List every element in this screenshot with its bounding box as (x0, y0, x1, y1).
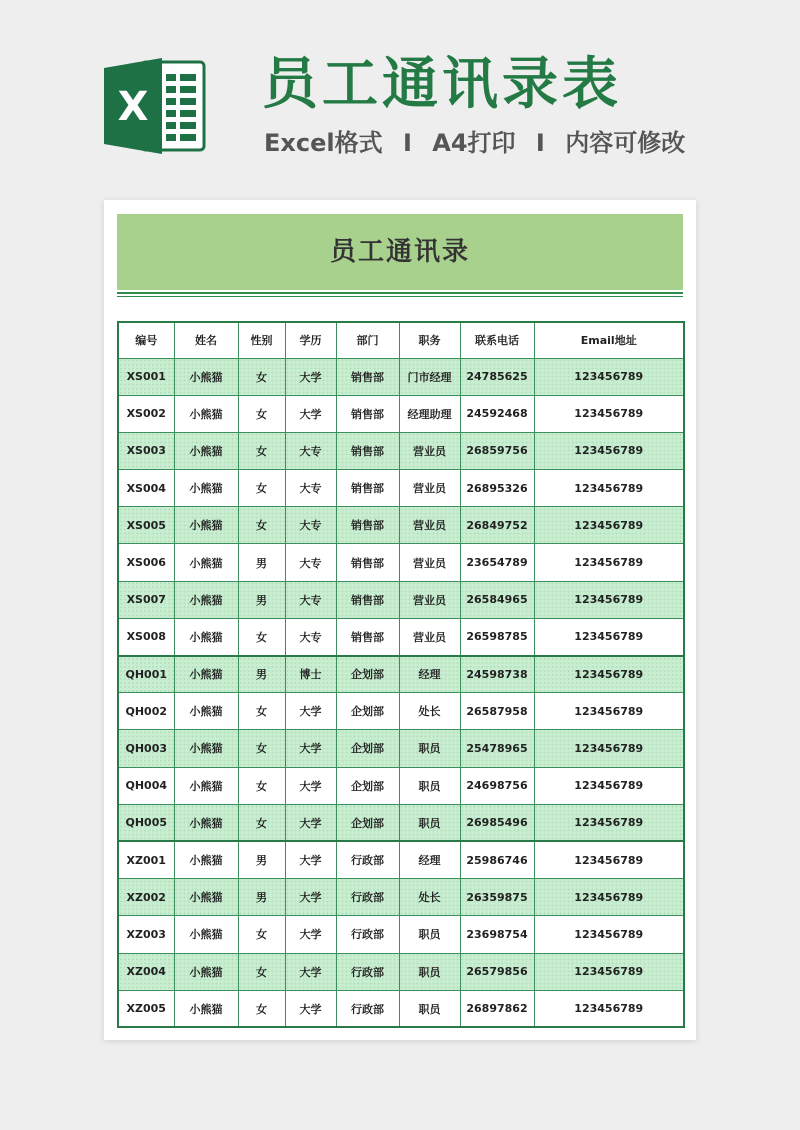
position-cell[interactable]: 职员 (399, 804, 460, 841)
employee-id-cell[interactable]: QH002 (118, 693, 174, 730)
position-cell[interactable]: 职员 (399, 730, 460, 767)
department-cell[interactable]: 企划部 (336, 693, 399, 730)
gender-cell[interactable]: 女 (238, 953, 285, 990)
gender-cell[interactable]: 男 (238, 656, 285, 693)
education-cell[interactable]: 大学 (285, 990, 336, 1027)
education-cell[interactable]: 大专 (285, 432, 336, 469)
column-header: 性别 (238, 322, 285, 358)
position-cell[interactable]: 经理 (399, 656, 460, 693)
education-cell[interactable]: 大专 (285, 618, 336, 655)
email-cell[interactable]: 123456789 (534, 767, 684, 804)
gender-cell[interactable]: 女 (238, 507, 285, 544)
phone-cell[interactable]: 26579856 (460, 953, 534, 990)
column-header: 姓名 (174, 322, 238, 358)
phone-cell[interactable]: 26584965 (460, 581, 534, 618)
gender-cell[interactable]: 女 (238, 618, 285, 655)
email-cell[interactable]: 123456789 (534, 618, 684, 655)
name-cell[interactable]: 小熊猫 (174, 990, 238, 1027)
name-cell[interactable]: 小熊猫 (174, 507, 238, 544)
table-row[interactable] (118, 693, 684, 730)
position-cell[interactable]: 职员 (399, 990, 460, 1027)
table-row[interactable] (118, 581, 684, 618)
phone-cell[interactable]: 26849752 (460, 507, 534, 544)
gender-cell[interactable]: 女 (238, 916, 285, 953)
employee-id-cell[interactable]: XS007 (118, 581, 174, 618)
column-header: 联系电话 (460, 322, 534, 358)
name-cell[interactable]: 小熊猫 (174, 693, 238, 730)
department-cell[interactable]: 行政部 (336, 841, 399, 878)
column-header: 学历 (285, 322, 336, 358)
employee-id-cell[interactable]: XZ001 (118, 841, 174, 878)
phone-cell[interactable]: 26598785 (460, 618, 534, 655)
name-cell[interactable]: 小熊猫 (174, 916, 238, 953)
department-cell[interactable]: 企划部 (336, 804, 399, 841)
position-cell[interactable]: 营业员 (399, 470, 460, 507)
employee-id-cell[interactable]: XS003 (118, 432, 174, 469)
employee-id-cell[interactable]: XS002 (118, 395, 174, 432)
table-header-row (118, 322, 684, 358)
phone-cell[interactable]: 24698756 (460, 767, 534, 804)
department-cell[interactable]: 销售部 (336, 581, 399, 618)
education-cell[interactable]: 大学 (285, 730, 336, 767)
email-cell[interactable]: 123456789 (534, 470, 684, 507)
column-header: 职务 (399, 322, 460, 358)
name-cell[interactable]: 小熊猫 (174, 953, 238, 990)
table-row[interactable] (118, 730, 684, 767)
education-cell[interactable]: 大学 (285, 804, 336, 841)
employee-id-cell[interactable]: QH004 (118, 767, 174, 804)
banner-divider (117, 292, 683, 294)
employee-id-cell[interactable]: QH005 (118, 804, 174, 841)
gender-cell[interactable]: 女 (238, 730, 285, 767)
table-row[interactable] (118, 507, 684, 544)
table-row[interactable] (118, 656, 684, 693)
email-cell[interactable]: 123456789 (534, 693, 684, 730)
phone-cell[interactable]: 23698754 (460, 916, 534, 953)
education-cell[interactable]: 大学 (285, 841, 336, 878)
phone-cell[interactable]: 24592468 (460, 395, 534, 432)
education-cell[interactable]: 大学 (285, 693, 336, 730)
table-title: 员工通讯录 (329, 237, 470, 267)
education-cell[interactable]: 大学 (285, 767, 336, 804)
department-cell[interactable]: 销售部 (336, 395, 399, 432)
name-cell[interactable]: 小熊猫 (174, 470, 238, 507)
position-cell[interactable]: 处长 (399, 693, 460, 730)
excel-logo-letter: X (117, 84, 149, 130)
department-cell[interactable]: 销售部 (336, 470, 399, 507)
position-cell[interactable]: 营业员 (399, 618, 460, 655)
gender-cell[interactable]: 女 (238, 767, 285, 804)
subtitle-separator: I (535, 129, 545, 157)
subtitle-print: A4打印 (432, 129, 516, 157)
column-header: 部门 (336, 322, 399, 358)
gender-cell[interactable]: 女 (238, 395, 285, 432)
excel-icon (104, 58, 206, 154)
gender-cell[interactable]: 男 (238, 879, 285, 916)
email-cell[interactable]: 123456789 (534, 507, 684, 544)
employee-id-cell[interactable]: XS005 (118, 507, 174, 544)
phone-cell[interactable]: 25478965 (460, 730, 534, 767)
employee-id-cell[interactable]: XS001 (118, 358, 174, 395)
education-cell[interactable]: 大学 (285, 916, 336, 953)
department-cell[interactable]: 销售部 (336, 358, 399, 395)
employee-id-cell[interactable]: XZ005 (118, 990, 174, 1027)
position-cell[interactable]: 营业员 (399, 544, 460, 581)
department-cell[interactable]: 销售部 (336, 618, 399, 655)
employee-id-cell[interactable]: XZ004 (118, 953, 174, 990)
department-cell[interactable]: 销售部 (336, 544, 399, 581)
name-cell[interactable]: 小熊猫 (174, 358, 238, 395)
employee-id-cell[interactable]: XS008 (118, 618, 174, 655)
gender-cell[interactable]: 男 (238, 581, 285, 618)
name-cell[interactable]: 小熊猫 (174, 395, 238, 432)
phone-cell[interactable]: 26859756 (460, 432, 534, 469)
position-cell[interactable]: 职员 (399, 953, 460, 990)
employee-id-cell[interactable]: QH001 (118, 656, 174, 693)
table-row[interactable] (118, 432, 684, 469)
table-row[interactable] (118, 470, 684, 507)
employee-table (117, 321, 685, 1028)
table-row[interactable] (118, 916, 684, 953)
phone-cell[interactable]: 26985496 (460, 804, 534, 841)
department-cell[interactable]: 行政部 (336, 953, 399, 990)
position-cell[interactable]: 经理助理 (399, 395, 460, 432)
name-cell[interactable]: 小熊猫 (174, 432, 238, 469)
name-cell[interactable]: 小熊猫 (174, 730, 238, 767)
education-cell[interactable]: 博士 (285, 656, 336, 693)
table-banner (117, 214, 683, 290)
gender-cell[interactable]: 女 (238, 990, 285, 1027)
gender-cell[interactable]: 女 (238, 470, 285, 507)
email-cell[interactable]: 123456789 (534, 358, 684, 395)
table-row[interactable] (118, 618, 684, 655)
phone-cell[interactable]: 23654789 (460, 544, 534, 581)
table-row[interactable] (118, 395, 684, 432)
position-cell[interactable]: 营业员 (399, 507, 460, 544)
column-header: 编号 (118, 322, 174, 358)
education-cell[interactable]: 大专 (285, 470, 336, 507)
phone-cell[interactable]: 26587958 (460, 693, 534, 730)
position-cell[interactable]: 处长 (399, 879, 460, 916)
email-cell[interactable]: 123456789 (534, 916, 684, 953)
position-cell[interactable]: 门市经理 (399, 358, 460, 395)
department-cell[interactable]: 行政部 (336, 879, 399, 916)
name-cell[interactable]: 小熊猫 (174, 618, 238, 655)
education-cell[interactable]: 大专 (285, 544, 336, 581)
department-cell[interactable]: 行政部 (336, 916, 399, 953)
gender-cell[interactable]: 女 (238, 358, 285, 395)
employee-id-cell[interactable]: XS006 (118, 544, 174, 581)
employee-id-cell[interactable]: XS004 (118, 470, 174, 507)
subtitle-separator: I (402, 129, 412, 157)
email-cell[interactable]: 123456789 (534, 990, 684, 1027)
spreadsheet-page (104, 200, 696, 1040)
position-cell[interactable]: 营业员 (399, 432, 460, 469)
gender-cell[interactable]: 女 (238, 432, 285, 469)
name-cell[interactable]: 小熊猫 (174, 656, 238, 693)
subtitle-editable: 内容可修改 (565, 129, 686, 157)
table-row[interactable] (118, 358, 684, 395)
phone-cell[interactable]: 26895326 (460, 470, 534, 507)
email-cell[interactable]: 123456789 (534, 544, 684, 581)
email-cell[interactable]: 123456789 (534, 730, 684, 767)
table-row[interactable] (118, 990, 684, 1027)
education-cell[interactable]: 大学 (285, 953, 336, 990)
employee-id-cell[interactable]: XZ003 (118, 916, 174, 953)
position-cell[interactable]: 职员 (399, 767, 460, 804)
table-row[interactable] (118, 841, 684, 878)
education-cell[interactable]: 大学 (285, 395, 336, 432)
banner-divider (117, 296, 683, 297)
table-row[interactable] (118, 544, 684, 581)
name-cell[interactable]: 小熊猫 (174, 581, 238, 618)
email-cell[interactable]: 123456789 (534, 841, 684, 878)
column-header: Email地址 (534, 322, 684, 358)
name-cell[interactable]: 小熊猫 (174, 767, 238, 804)
table-row[interactable] (118, 767, 684, 804)
gender-cell[interactable]: 女 (238, 693, 285, 730)
name-cell[interactable]: 小熊猫 (174, 841, 238, 878)
department-cell[interactable]: 企划部 (336, 767, 399, 804)
email-cell[interactable]: 123456789 (534, 581, 684, 618)
employee-id-cell[interactable]: QH003 (118, 730, 174, 767)
page-title: 员工通讯录表 (262, 52, 622, 117)
subtitle-format: Excel格式 (264, 129, 383, 157)
position-cell[interactable]: 职员 (399, 916, 460, 953)
department-cell[interactable]: 行政部 (336, 990, 399, 1027)
employee-id-cell[interactable]: XZ002 (118, 879, 174, 916)
education-cell[interactable]: 大专 (285, 507, 336, 544)
department-cell[interactable]: 销售部 (336, 507, 399, 544)
gender-cell[interactable]: 男 (238, 544, 285, 581)
page-subtitle (264, 127, 685, 159)
name-cell[interactable]: 小熊猫 (174, 804, 238, 841)
education-cell[interactable]: 大学 (285, 879, 336, 916)
phone-cell[interactable]: 25986746 (460, 841, 534, 878)
phone-cell[interactable]: 26897862 (460, 990, 534, 1027)
position-cell[interactable]: 经理 (399, 841, 460, 878)
department-cell[interactable]: 企划部 (336, 656, 399, 693)
email-cell[interactable]: 123456789 (534, 395, 684, 432)
gender-cell[interactable]: 男 (238, 841, 285, 878)
department-cell[interactable]: 企划部 (336, 730, 399, 767)
email-cell[interactable]: 123456789 (534, 432, 684, 469)
email-cell[interactable]: 123456789 (534, 656, 684, 693)
education-cell[interactable]: 大学 (285, 358, 336, 395)
table-body (118, 358, 684, 1027)
department-cell[interactable]: 销售部 (336, 432, 399, 469)
phone-cell[interactable]: 24598738 (460, 656, 534, 693)
education-cell[interactable]: 大专 (285, 581, 336, 618)
position-cell[interactable]: 营业员 (399, 581, 460, 618)
gender-cell[interactable]: 女 (238, 804, 285, 841)
table-row[interactable] (118, 804, 684, 841)
name-cell[interactable]: 小熊猫 (174, 879, 238, 916)
table-row[interactable] (118, 953, 684, 990)
table-row[interactable] (118, 879, 684, 916)
email-cell[interactable]: 123456789 (534, 953, 684, 990)
phone-cell[interactable]: 26359875 (460, 879, 534, 916)
page-header (0, 0, 800, 200)
email-cell[interactable]: 123456789 (534, 879, 684, 916)
email-cell[interactable]: 123456789 (534, 804, 684, 841)
phone-cell[interactable]: 24785625 (460, 358, 534, 395)
name-cell[interactable]: 小熊猫 (174, 544, 238, 581)
